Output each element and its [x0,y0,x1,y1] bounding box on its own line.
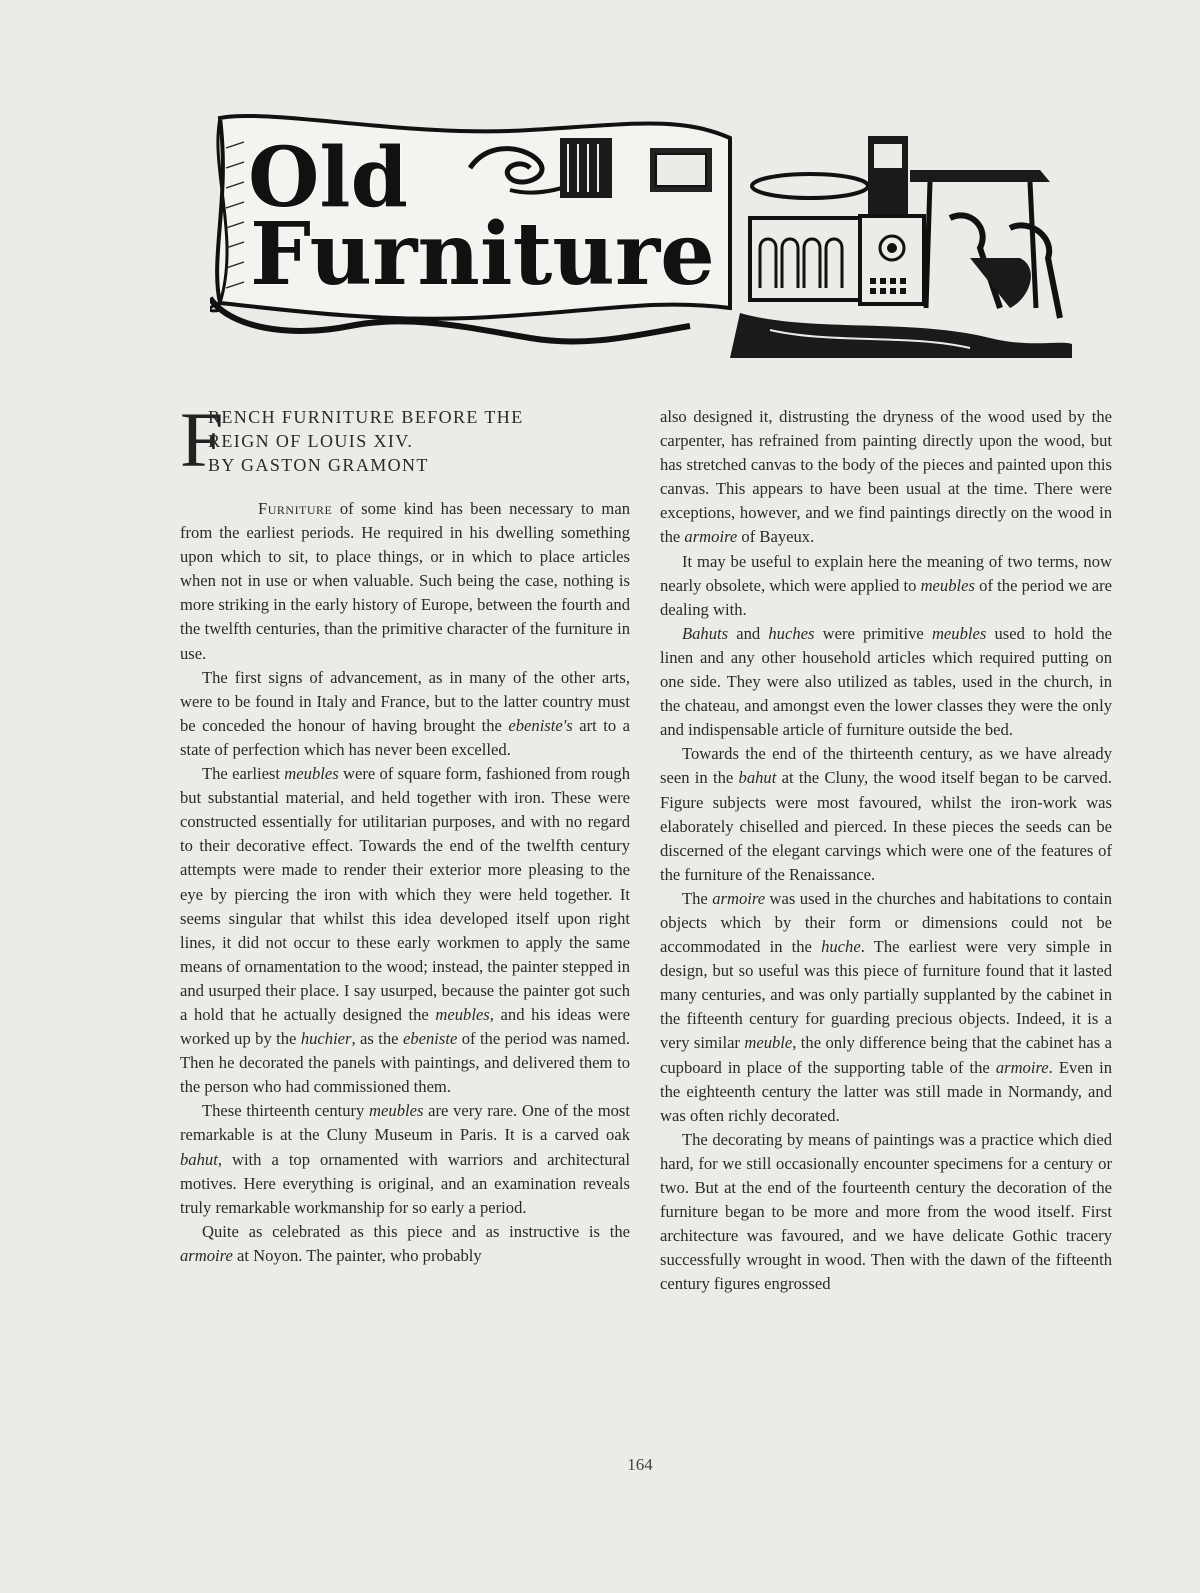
paragraph-text: Quite as celebrated as this piece and as instructive is the [202,1221,630,1241]
paragraph-text: of the period was named. Then he decorated the panels with paintings, and delivered them to the person who had commissioned them. [180,1029,630,1097]
paragraph [180,1099,630,1219]
paragraph-text: , with a top ornamented with warriors and architectural motives. Here everything is original, and an examination reveals truly remarkable workmanship for so early a period. [180,1149,630,1217]
italic-term: meubles [920,575,975,595]
italic-term: meuble [744,1033,793,1053]
banner-title-old: Old [248,130,408,226]
paragraph [660,1128,1112,1297]
paragraph [180,666,630,762]
paragraph-text: at the Cluny, the wood itself began to be carved. Figure subjects were most favoured, whilst the iron-work was elaborately chiselled and pierced. In these pieces the seeds can be discerned of the elegant carvings which were one of the features of the furniture of the Renaissance. [660,768,1112,884]
italic-term: huchier [300,1029,352,1049]
paragraph-text: art to a state of perfection which has never been excelled. [180,715,630,759]
paragraph [180,1220,630,1268]
heading-line-3: BY GASTON GRAMONT [208,455,429,475]
title-banner [210,108,1072,358]
italic-term: armoire [684,527,738,547]
italic-term: Bahuts [682,623,729,643]
paragraph [660,887,1112,1128]
paragraph-text: The decorating by means of paintings was a practice which died hard, for we still occasionally encounter specimens for a century or two. But at the end of the fourteenth century the decoration of the furniture began to be more and more from the wood itself. First architecture was favoured, and we have delicate Gothic tracery successfully wrought in wood. Then with the dawn of the fifteenth century figures engrossed [660,1129,1112,1294]
banner-title-furniture: Furniture [250,204,715,305]
paragraph [180,762,630,1099]
paragraph-text: , the only difference being that the cabinet has a cupboard in place of the supporting table of the [660,1033,1112,1077]
italic-term: meubles [931,623,987,643]
paragraph [180,497,630,666]
heading-line-2: REIGN OF LOUIS XIV. [208,431,414,451]
italic-term: bahut [738,768,777,788]
italic-term: huche [821,937,861,957]
italic-term: ebeniste [402,1029,458,1049]
drop-cap: F [180,396,224,483]
heading-line-1: RENCH FURNITURE BEFORE THE [208,407,524,427]
paragraph-text: The first signs of advancement, as in many of the other arts, were to be found in Italy and France, but to the latter country must be conceded the honour of having brought the [180,667,630,735]
article-column-right [660,405,1112,1296]
paragraph-text: are very rare. One of the most remarkable is at the Cluny Museum in Paris. It is a carved oak [180,1101,630,1145]
paragraph-text: of the period we are dealing with. [660,575,1112,619]
paragraph-text: Towards the end of the thirteenth century, as we have already seen in the [660,744,1112,788]
paragraph-text: at Noyon. The painter, who probably [232,1245,482,1265]
paragraph-text: The [682,888,713,908]
banner-illustration [210,108,1072,358]
italic-term: meubles [284,764,339,784]
paragraph-text: , as the [351,1029,403,1049]
paragraph-text: were primitive [814,623,932,643]
paragraph-text: The earliest [202,764,285,784]
page-number: 164 [627,1455,653,1474]
paragraph-text: used to hold the linen and any other household articles which required putting on one side. They were also utilized as tables, used in the church, in the chateau, and amongst even the lower classes they were the only and indispensable article of furniture outside the bed. [660,623,1112,740]
paragraph [660,405,1112,550]
italic-term: armoire [995,1057,1049,1077]
paragraph-text: and [728,623,769,643]
paragraph-text: was used in the churches and habitations to contain objects which by their form or dimensions could not be accommodated in the [660,888,1112,957]
paragraph-text: of Bayeux. [737,527,815,547]
paragraph [660,550,1112,622]
article-column-left [180,396,630,1268]
italic-term: meubles [435,1004,490,1024]
italic-term: bahut [180,1149,218,1169]
italic-term: huches [768,623,815,643]
paragraph-text: . Even in the eighteenth century the latter was still made in Normandy, and was often richly decorated. [660,1057,1112,1125]
italic-term: armoire [712,888,766,908]
italic-term: ebeniste's [508,715,573,735]
paragraph-text: It may be useful to explain here the meaning of two terms, now nearly obsolete, which were applied to [660,551,1112,595]
paragraph-text: These thirteenth century [202,1101,370,1121]
article-heading [180,396,630,483]
paragraph-text: of some kind has been necessary to man from the earliest periods. He required in his dwelling something upon which to sit, to place things, or in which to place articles when not in use or when valuable. Such being the case, nothing is more striking in the early history of Europe, between the fourth and the twelfth centuries, than the primitive character of the furniture in use. [180,499,630,663]
paragraph-text: , and his ideas were worked up by the [180,1004,630,1049]
italic-term: meubles [369,1101,424,1121]
paragraph [660,742,1112,887]
paragraph [660,622,1112,742]
heading-lines [208,405,524,477]
paragraph-lead: Furniture [258,499,333,518]
paragraph-text: were of square form, fashioned from rough but substantial material, and held together with iron. These were constructed essentially for utilitarian purposes, and with no regard to their decorative effect. Towards the end of the twelfth century attempts were made to render their exterior more pleasing to the eye by piercing the iron with which they were held together. It seems singular that whilst this idea developed itself upon right lines, it did not occur to these early workmen to apply the same means of ornamentation to the wood; instead, the painter stepped in and usurped their place. I say usurped, because the painter got such a hold that he actually designed the [180,764,630,1024]
italic-term: armoire [180,1245,233,1265]
paragraph-text: . The earliest were very simple in design, but so useful was this piece of furniture found that it lasted many centuries, and was only partially supplanted by the cabinet in the fifteenth century for guarding precious objects. Indeed, it is a very similar [660,937,1113,1053]
paragraph-text: also designed it, distrusting the dryness of the wood used by the carpenter, has refrained from painting directly upon the wood, but has stretched canvas to the body of the pieces and painted upon this canvas. This appears to have been usual at the time. There were exceptions, however, and we find paintings directly on the wood in the [660,407,1112,547]
